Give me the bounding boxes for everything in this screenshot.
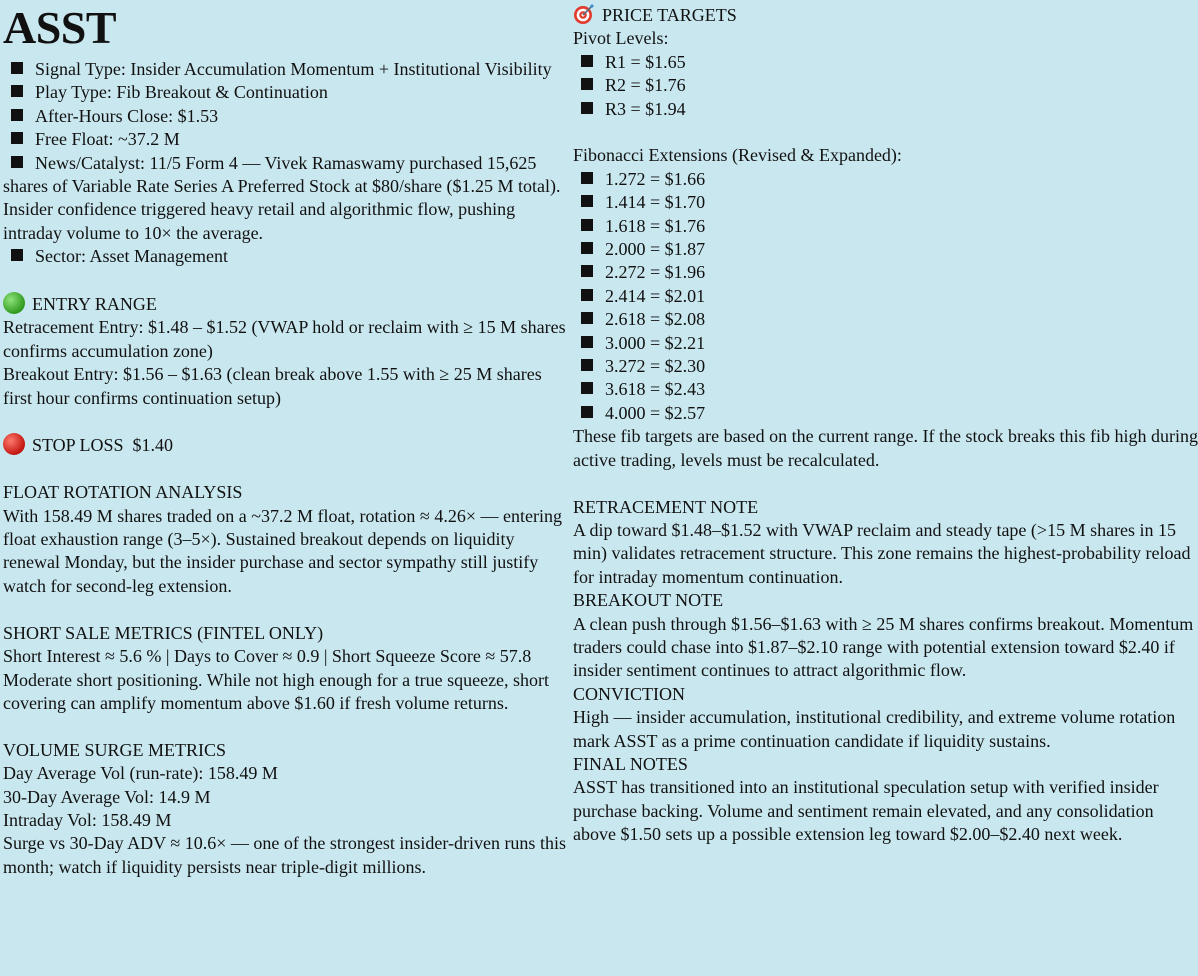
retracement-entry-text: Retracement Entry: $1.48 – $1.52 (VWAP hold or reclaim with ≥ 15 M shares confirms accumulation zone) — [3, 317, 566, 361]
fib-item: 3.272 = $2.30 — [573, 355, 1198, 378]
square-bullet-icon — [11, 62, 23, 74]
green-circle-icon — [3, 292, 25, 314]
fib-item: 2.414 = $2.01 — [573, 285, 1198, 308]
pivot-levels-label: Pivot Levels: — [573, 28, 669, 49]
short-sale-metrics: Short Interest ≈ 5.6 % | Days to Cover ≈ 0.9 | Short Squeeze Score ≈ 57.8 — [3, 646, 532, 667]
float-rotation-text: With 158.49 M shares traded on a ~37.2 M float, rotation ≈ 4.26× — entering float exhaustion range (3–5×). Sustained breakout depends on liquidity renewal Monday, but the insider purchase and sector sympathy still justify watch for second-leg extension. — [3, 505, 562, 596]
entry-range-section — [3, 292, 571, 410]
pivot-item: R2 = $1.76 — [573, 74, 1198, 97]
target-dart-icon — [573, 3, 595, 25]
square-bullet-icon — [581, 359, 593, 371]
breakout-note-text: A clean push through $1.56–$1.63 with ≥ 25 M shares confirms breakout. Momentum traders could chase into $1.87–$2.10 range with potential extension toward $2.40 if insider sentiment continues to attract algorithmic flow. — [573, 613, 1194, 681]
square-bullet-icon — [581, 195, 593, 207]
square-bullet-icon — [581, 289, 593, 301]
square-bullet-icon — [581, 312, 593, 324]
fib-item: 2.618 = $2.08 — [573, 308, 1198, 331]
fib-item: 1.414 = $1.70 — [573, 191, 1198, 214]
intraday-vol: Intraday Vol: 158.49 M — [3, 809, 172, 830]
bullet-after-hours-close: After-Hours Close: $1.53 — [3, 105, 571, 128]
square-bullet-icon — [581, 242, 593, 254]
conviction-section — [573, 683, 1198, 753]
square-bullet-icon — [11, 85, 23, 97]
day-average-vol: Day Average Vol (run-rate): 158.49 M — [3, 763, 278, 784]
final-notes-text: ASST has transitioned into an institutional speculation setup with verified insider purchase backing. Volume and sentiment remain elevated, and any consolidation above $1.50 sets up a possible extension leg toward $2.00–$2.40 next week. — [573, 777, 1159, 845]
breakout-note-section — [573, 589, 1198, 683]
breakout-note-heading: BREAKOUT NOTE — [573, 590, 724, 611]
pivot-item: R1 = $1.65 — [573, 51, 1198, 74]
square-bullet-icon — [581, 219, 593, 231]
conviction-heading: CONVICTION — [573, 683, 685, 704]
fib-note: These fib targets are based on the current range. If the stock breaks this fib high during active trading, levels must be recalculated. — [573, 426, 1198, 470]
retracement-note-heading: RETRACEMENT NOTE — [573, 496, 759, 517]
square-bullet-icon — [11, 132, 23, 144]
final-notes-section — [573, 753, 1198, 847]
fib-item: 1.272 = $1.66 — [573, 168, 1198, 191]
bullet-play-type: Play Type: Fib Breakout & Continuation — [3, 81, 571, 104]
entry-range-heading: ENTRY RANGE — [32, 294, 157, 315]
fib-item: 2.000 = $1.87 — [573, 238, 1198, 261]
square-bullet-icon — [581, 102, 593, 114]
pivot-item: R3 = $1.94 — [573, 98, 1198, 121]
fib-item: 3.000 = $2.21 — [573, 332, 1198, 355]
retracement-note-text: A dip toward $1.48–$1.52 with VWAP reclaim and steady tape (>15 M shares in 15 min) validates retracement structure. This zone remains the highest-probability reload for intraday momentum continuation. — [573, 519, 1191, 587]
square-bullet-icon — [11, 109, 23, 121]
conviction-text: High — insider accumulation, institutional credibility, and extreme volume rotation mark ASST as a prime continuation candidate if liquidity sustains. — [573, 707, 1176, 751]
fib-item: 3.618 = $2.43 — [573, 378, 1198, 401]
square-bullet-icon — [581, 382, 593, 394]
square-bullet-icon — [581, 406, 593, 418]
fib-item: 4.000 = $2.57 — [573, 402, 1198, 425]
fib-item: 1.618 = $1.76 — [573, 215, 1198, 238]
fib-list — [573, 168, 1198, 425]
short-sale-text: Moderate short positioning. While not high enough for a true squeeze, short covering can amplify momentum above $1.60 if fresh volume returns. — [3, 669, 550, 713]
breakout-entry-text: Breakout Entry: $1.56 – $1.63 (clean break above 1.55 with ≥ 25 M shares first hour confirms continuation setup) — [3, 364, 542, 408]
red-circle-icon — [3, 433, 25, 455]
bullet-free-float: Free Float: ~37.2 M — [3, 128, 571, 151]
square-bullet-icon — [11, 249, 23, 261]
stop-loss-section — [3, 433, 571, 457]
square-bullet-icon — [581, 55, 593, 67]
fib-item: 2.272 = $1.96 — [573, 261, 1198, 284]
final-notes-heading: FINAL NOTES — [573, 753, 688, 774]
price-targets-heading: PRICE TARGETS — [602, 5, 737, 25]
right-column — [573, 0, 1198, 847]
float-rotation-section — [3, 481, 571, 598]
volume-surge-section — [3, 739, 571, 879]
bullet-signal-type: Signal Type: Insider Accumulation Momentum + Institutional Visibility — [3, 58, 571, 81]
float-rotation-heading: FLOAT ROTATION ANALYSIS — [3, 482, 243, 503]
fib-extensions-label: Fibonacci Extensions (Revised & Expanded): — [573, 145, 902, 166]
summary-bullets — [3, 58, 571, 269]
bullet-sector: Sector: Asset Management — [3, 245, 571, 268]
square-bullet-icon — [581, 172, 593, 184]
stop-loss-value: $1.40 — [132, 435, 174, 456]
bullet-news-catalyst: News/Catalyst: 11/5 Form 4 — Vivek Ramaswamy purchased 15,625 shares of Variable Rate Series A Preferred Stock at $80/share ($1.25 M total). Insider confidence triggered heavy retail and algorithmic flow, pushing intraday volume to 10× the average. — [3, 152, 561, 243]
short-sale-section — [3, 622, 571, 716]
square-bullet-icon — [581, 336, 593, 348]
surge-vs-adv: Surge vs 30-Day ADV ≈ 10.6× — one of the strongest insider-driven runs this month; watch if liquidity persists near triple-digit millions. — [3, 833, 566, 877]
volume-surge-heading: VOLUME SURGE METRICS — [3, 739, 227, 760]
square-bullet-icon — [581, 78, 593, 90]
pivot-list — [573, 51, 1198, 121]
retracement-note-section — [573, 496, 1198, 590]
thirty-day-average-vol: 30-Day Average Vol: 14.9 M — [3, 786, 211, 807]
ticker-title: ASST — [3, 2, 117, 53]
square-bullet-icon — [581, 265, 593, 277]
left-column — [3, 0, 571, 879]
square-bullet-icon — [11, 156, 23, 168]
short-sale-heading: SHORT SALE METRICS (FINTEL ONLY) — [3, 622, 324, 643]
stop-loss-heading: STOP LOSS — [32, 435, 124, 456]
